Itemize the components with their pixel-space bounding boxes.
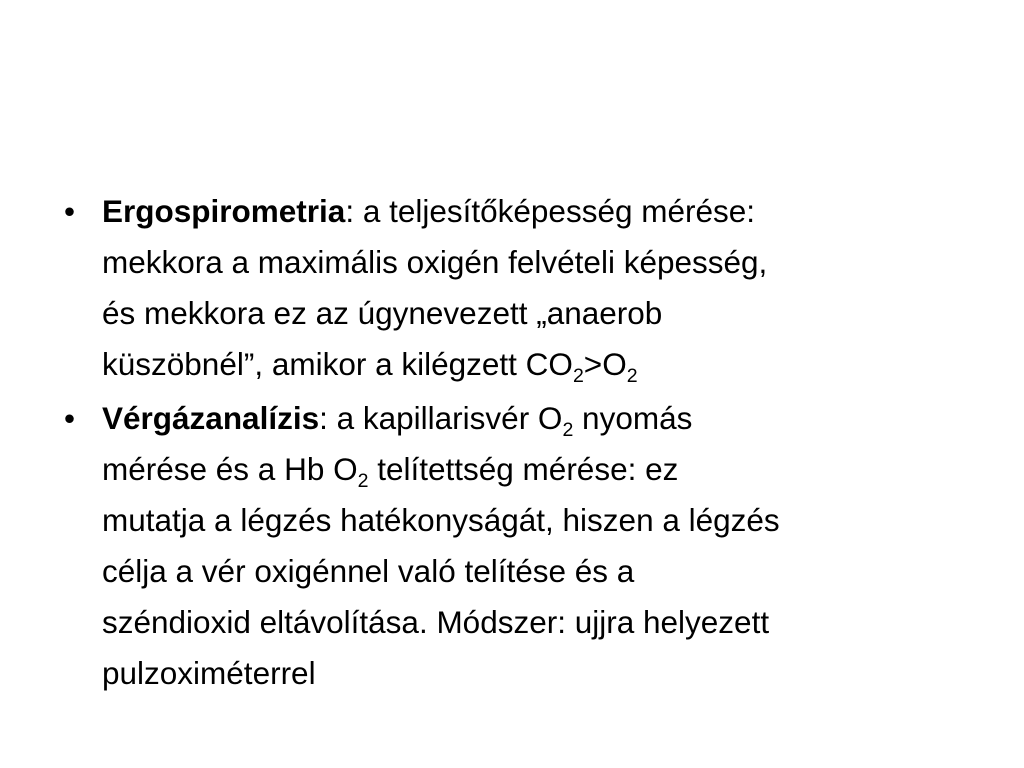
slide-body [62, 186, 982, 702]
text-fragment: : a kapillarisvér O [319, 400, 563, 436]
text-line: pulzoximéterrel [102, 655, 316, 691]
text-line [102, 393, 982, 444]
subscript: 2 [572, 364, 584, 387]
text-fragment: nyomás [573, 400, 693, 436]
text-fragment: mérése és a Hb O [102, 451, 358, 487]
subscript: 2 [626, 364, 638, 387]
text-line [102, 339, 982, 390]
text-line: mekkora a maximális oxigén felvételi képesség, [102, 244, 768, 280]
subscript: 2 [562, 418, 574, 441]
bullet-icon: • [64, 193, 76, 229]
text-fragment: telítettség mérése: ez [368, 451, 679, 487]
subscript: 2 [357, 469, 369, 492]
text-fragment: : a teljesítőképesség mérése: [345, 193, 756, 229]
text-line [102, 444, 982, 495]
text-line: és mekkora ez az úgynevezett „anaerob [102, 295, 663, 331]
text-line: célja a vér oxigénnel való telítése és a [102, 553, 635, 589]
text-line [102, 186, 982, 237]
term-vergazanalizis: Vérgázanalízis [102, 400, 320, 436]
bullet-icon: • [64, 400, 76, 436]
bullet-list [62, 186, 982, 699]
bullet-item-ergospirometria [62, 186, 982, 390]
term-ergospirometria: Ergospirometria [102, 193, 346, 229]
text-line: mutatja a légzés hatékonyságát, hiszen a légzés [102, 502, 780, 538]
bullet-item-vergazanalizis [62, 393, 982, 699]
text-line: széndioxid eltávolítása. Módszer: ujjra helyezett [102, 604, 770, 640]
text-fragment: >O [583, 346, 627, 382]
text-fragment: küszöbnél”, amikor a kilégzett CO [102, 346, 573, 382]
